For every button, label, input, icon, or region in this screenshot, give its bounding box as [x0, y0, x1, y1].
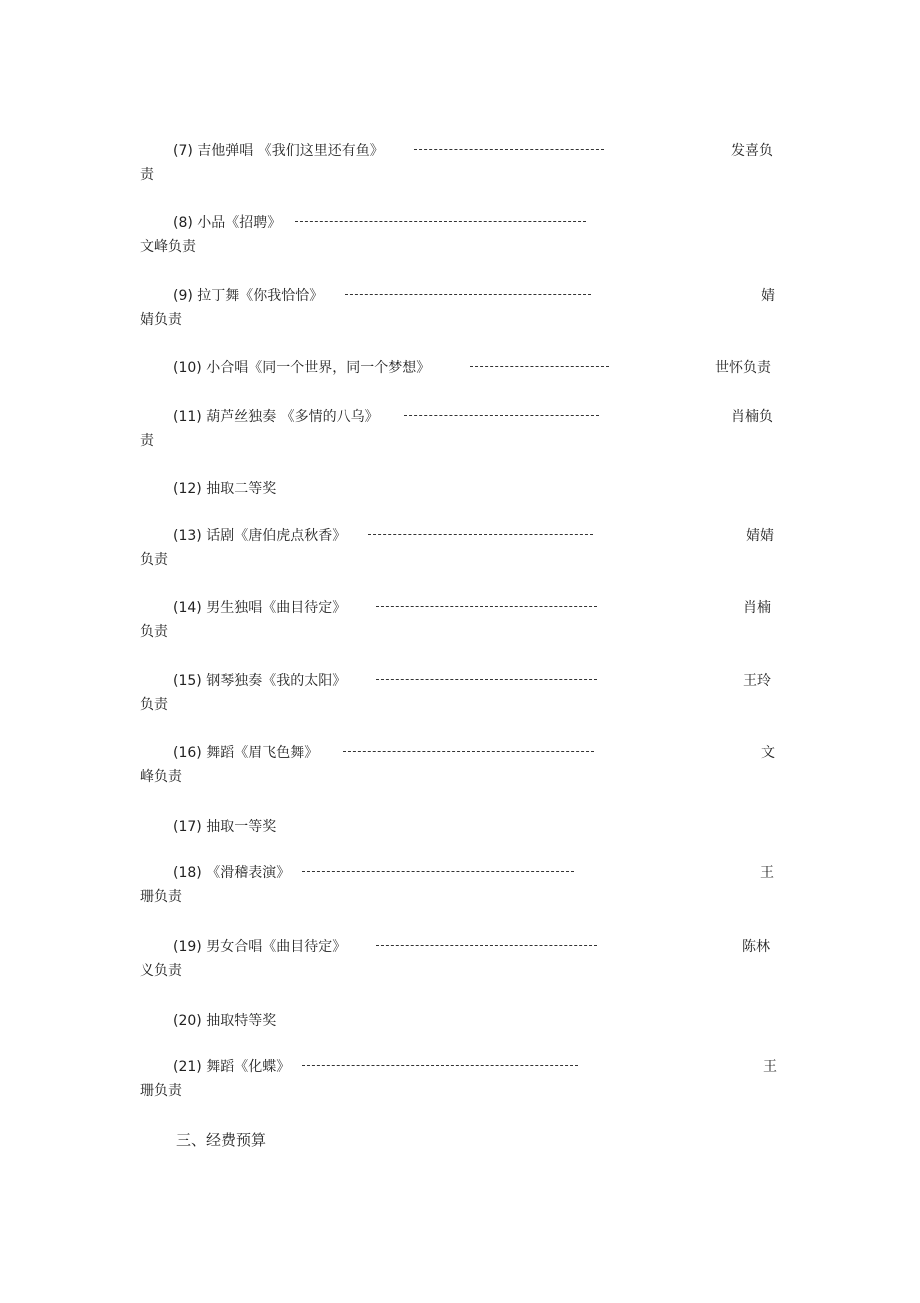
responsible-wrap: 负责: [140, 624, 168, 640]
responsible-person: 肖楠: [743, 600, 771, 616]
dash-leader: [470, 366, 609, 367]
responsible-wrap: 峰负责: [140, 769, 182, 785]
program-item-12: [0, 479, 920, 529]
responsible-person: 王: [763, 1059, 777, 1075]
dash-leader: [414, 149, 604, 150]
program-item-15: [0, 671, 920, 721]
program-title: (20) 抽取特等奖: [173, 1013, 277, 1029]
program-item-19: [0, 937, 920, 987]
program-title: (7) 吉他弹唱 《我们这里还有鱼》: [173, 143, 384, 159]
program-item-13: [0, 526, 920, 576]
dash-leader: [302, 1065, 578, 1066]
responsible-person: 王玲: [743, 673, 771, 689]
responsible-wrap: 责: [140, 167, 154, 183]
program-title: (9) 拉丁舞《你我恰恰》: [173, 288, 324, 304]
responsible-person: 世怀负责: [715, 360, 771, 376]
dash-leader: [295, 221, 586, 222]
program-title: (13) 话剧《唐伯虎点秋香》: [173, 528, 347, 544]
dash-leader: [376, 679, 597, 680]
program-title: (15) 钢琴独奏《我的太阳》: [173, 673, 347, 689]
program-title: (21) 舞蹈《化蝶》: [173, 1059, 291, 1075]
dash-leader: [404, 415, 599, 416]
program-title: (10) 小合唱《同一个世界，同一个梦想》: [173, 360, 431, 376]
dash-leader: [345, 294, 591, 295]
dash-leader: [343, 751, 594, 752]
responsible-wrap: 责: [140, 433, 154, 449]
program-item-20: [0, 1011, 920, 1061]
program-item-10: [0, 358, 920, 408]
program-item-21: [0, 1057, 920, 1107]
program-title: (18) 《滑稽表演》: [173, 865, 291, 881]
program-title: (12) 抽取二等奖: [173, 481, 277, 497]
program-item-11: [0, 407, 920, 457]
responsible-person: 发喜负: [731, 143, 773, 159]
program-title: (8) 小品《招聘》: [173, 215, 282, 231]
program-title: (19) 男女合唱《曲目待定》: [173, 939, 347, 955]
program-item-9: [0, 286, 920, 336]
dash-leader: [302, 871, 574, 872]
responsible-person: 文: [761, 745, 775, 761]
responsible-wrap: 负责: [140, 552, 168, 568]
responsible-wrap: 珊负责: [140, 1083, 182, 1099]
responsible-wrap: 婧负责: [140, 312, 182, 328]
dash-leader: [376, 945, 597, 946]
dash-leader: [368, 534, 593, 535]
program-title: (17) 抽取一等奖: [173, 819, 277, 835]
program-title: (16) 舞蹈《眉飞色舞》: [173, 745, 319, 761]
program-item-18: [0, 863, 920, 913]
responsible-person: 肖楠负: [731, 409, 773, 425]
responsible-person: 婧: [761, 288, 775, 304]
program-item-17: [0, 817, 920, 867]
dash-leader: [376, 606, 597, 607]
responsible-person: 陈林: [742, 939, 770, 955]
responsible-person: 婧婧: [746, 528, 774, 544]
program-title: (11) 葫芦丝独奏 《多情的八乌》: [173, 409, 379, 425]
responsible-wrap: 文峰负责: [140, 239, 196, 255]
program-item-7: [0, 141, 920, 191]
program-item-14: [0, 598, 920, 648]
program-item-16: [0, 743, 920, 793]
program-title: (14) 男生独唱《曲目待定》: [173, 600, 347, 616]
responsible-wrap: 义负责: [140, 963, 182, 979]
responsible-person: 王: [760, 865, 774, 881]
section-heading: 三、经费预算: [176, 1131, 267, 1149]
responsible-wrap: 珊负责: [140, 889, 182, 905]
responsible-wrap: 负责: [140, 697, 168, 713]
program-item-8: [0, 213, 920, 263]
